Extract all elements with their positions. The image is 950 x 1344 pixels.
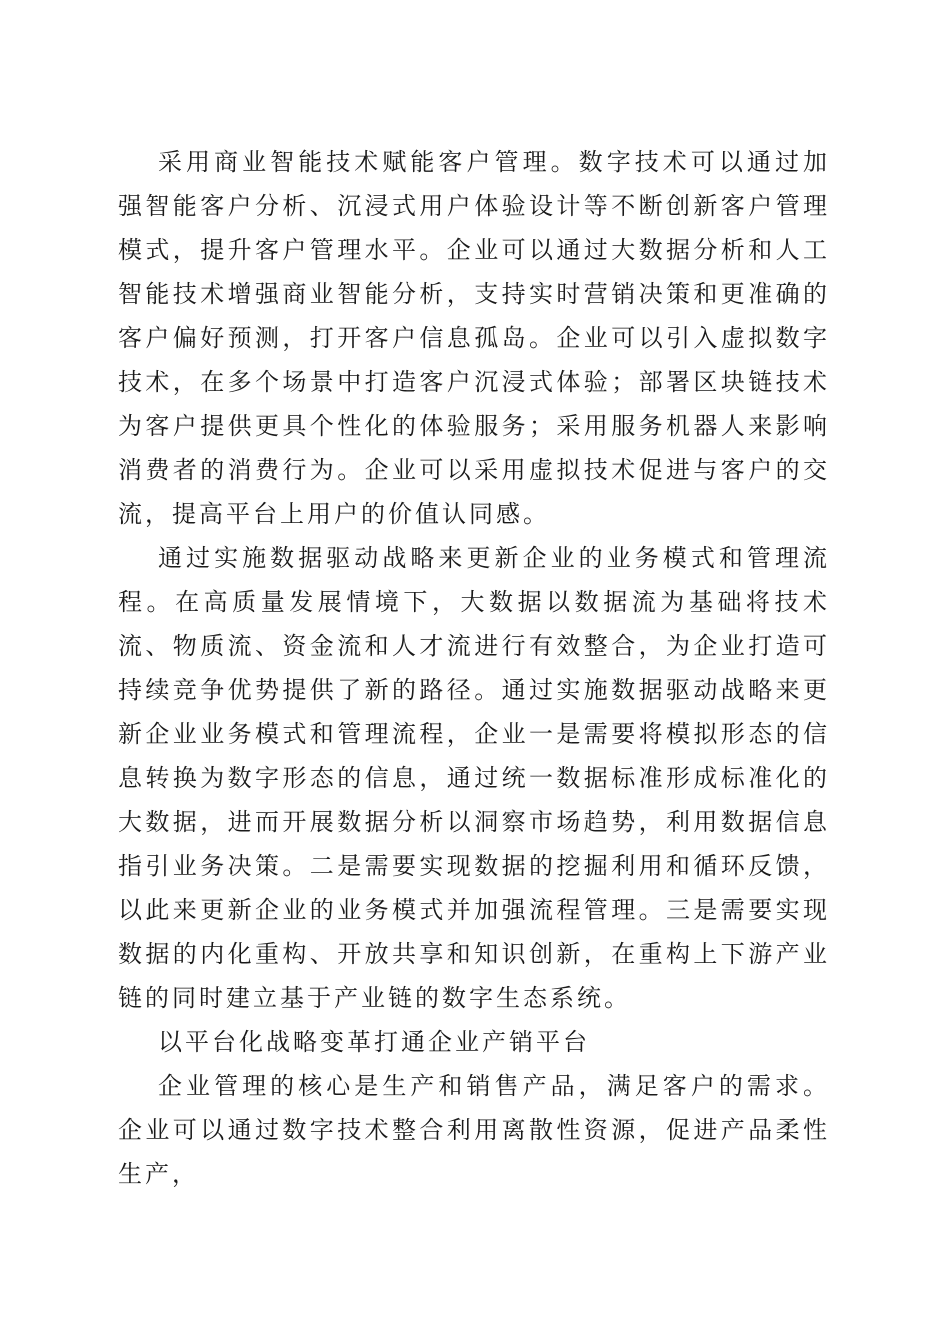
document-body xyxy=(118,140,830,1196)
paragraph-production-sales: 企业管理的核心是生产和销售产品，满足客户的需求。企业可以通过数字技术整合利用离散性资源，促进产品柔性生产， xyxy=(118,1072,830,1188)
paragraph-customer-management: 采用商业智能技术赋能客户管理。数字技术可以通过加强智能客户分析、沉浸式用户体验设计等不断创新客户管理模式，提升客户管理水平。企业可以通过大数据分析和人工智能技术增强商业智能分析，支持实时营销决策和更准确的客户偏好预测，打开客户信息孤岛。企业可以引入虚拟数字技术，在多个场景中打造客户沉浸式体验；部署区块链技术为客户提供更具个性化的体验服务；采用服务机器人来影响消费者的消费行为。企业可以采用虚拟技术促进与客户的交流，提高平台上用户的价值认同感。 xyxy=(118,148,830,528)
paragraph-data-driven-strategy: 通过实施数据驱动战略来更新企业的业务模式和管理流程。在高质量发展情境下，大数据以数据流为基础将技术流、物质流、资金流和人才流进行有效整合，为企业打造可持续竞争优势提供了新的路径。通过实施数据驱动战略来更新企业业务模式和管理流程，企业一是需要将模拟形态的信息转换为数字形态的信息，通过统一数据标准形成标准化的大数据，进而开展数据分析以洞察市场趋势，利用数据信息指引业务决策。二是需要实现数据的挖掘利用和循环反馈，以此来更新企业的业务模式并加强流程管理。三是需要实现数据的内化重构、开放共享和知识创新，在重构上下游产业链的同时建立基于产业链的数字生态系统。 xyxy=(118,544,830,1012)
section-heading: 以平台化战略变革打通企业产销平台 xyxy=(158,1028,590,1056)
